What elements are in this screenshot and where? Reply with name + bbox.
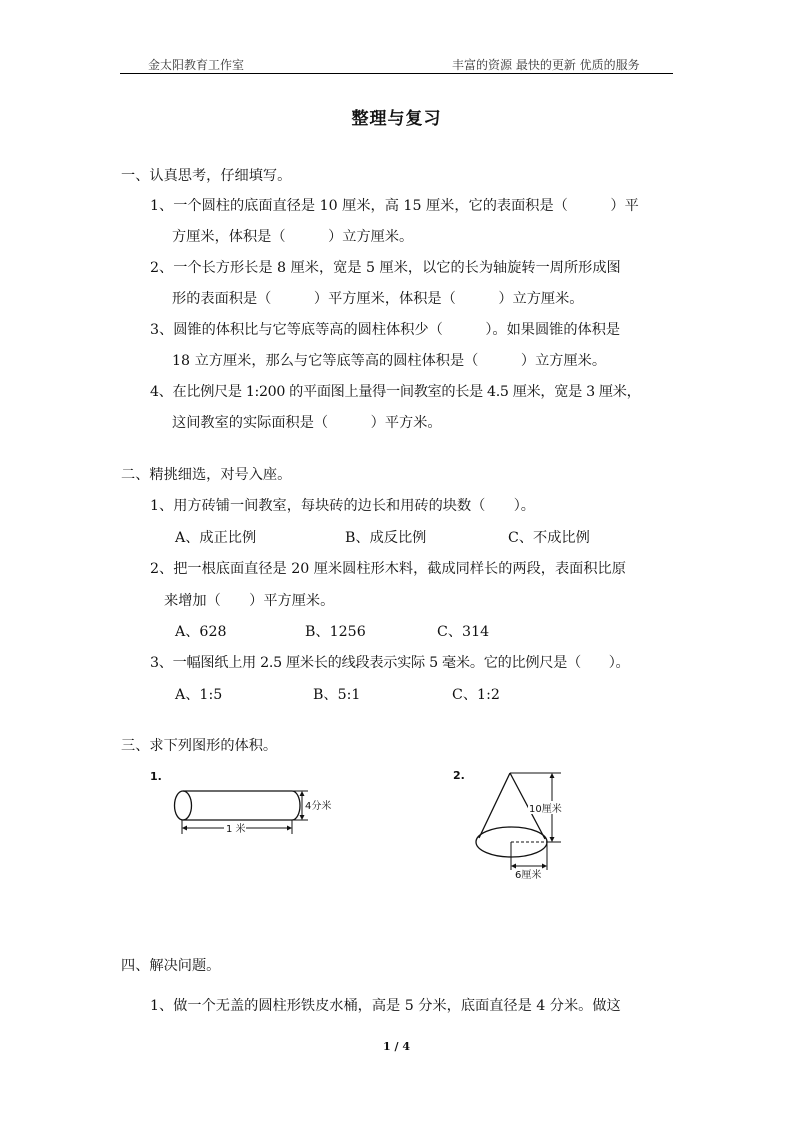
page-number: 1 / 4 [383, 1040, 410, 1053]
cone-height-label: 10厘米 [529, 804, 562, 815]
s2-q2-option-a: A、628 [175, 624, 227, 640]
section-4-heading: 四、解决问题。 [121, 958, 221, 974]
s1-q1-line2: 方厘米，体积是（ ）立方厘米。 [172, 229, 414, 245]
s2-q1-option-b: B、成反比例 [345, 530, 427, 546]
figure-1-number: 1. [150, 770, 162, 783]
s1-q4-line2: 这间教室的实际面积是（ ）平方米。 [172, 415, 442, 431]
s1-q2-line1: 2、一个长方形长是 8 厘米，宽是 5 厘米，以它的长为轴旋转一周所形成图 [150, 260, 621, 276]
s1-q3-line2: 18 立方厘米，那么与它等底等高的圆柱体积是（ ）立方厘米。 [172, 353, 607, 369]
section-2-heading: 二、精挑细选，对号入座。 [121, 467, 292, 483]
cylinder-figure [140, 760, 340, 845]
s1-q2-line2: 形的表面积是（ ）平方厘米，体积是（ ）立方厘米。 [172, 291, 584, 307]
cylinder-height-label: 4分米 [305, 801, 332, 812]
s1-q3-line1: 3、圆锥的体积比与它等底等高的圆柱体积少（ ）。如果圆锥的体积是 [150, 322, 621, 338]
s2-q1-option-c: C、不成比例 [508, 530, 590, 546]
s4-q1-line1: 1、做一个无盖的圆柱形铁皮水桶，高是 5 分米，底面直径是 4 分米。做这 [150, 998, 621, 1014]
s2-q3-option-b: B、5:1 [313, 687, 361, 703]
s2-q2-line1: 2、把一根底面直径是 20 厘米圆柱形木料，截成同样长的两段，表面积比原 [150, 561, 626, 577]
header-rule [120, 73, 673, 74]
s2-q3-option-a: A、1:5 [175, 687, 223, 703]
s2-q2-option-c: C、314 [437, 624, 490, 640]
figure-2-number: 2. [453, 769, 465, 782]
section-3-heading: 三、求下列图形的体积。 [121, 738, 278, 754]
s1-q4-line1: 4、在比例尺是 1:200 的平面图上量得一间教室的长是 4.5 厘米，宽是 3 厘米， [150, 384, 641, 400]
s2-q2-line2: 来增加（ ）平方厘米。 [164, 593, 335, 609]
s2-q1-option-a: A、成正比例 [175, 530, 257, 546]
cone-figure [445, 760, 585, 885]
s2-q3-option-c: C、1:2 [452, 687, 500, 703]
s2-q2-option-b: B、1256 [305, 624, 366, 640]
cylinder-length-label: 1 米 [226, 824, 246, 835]
header-right-text: 丰富的资源 最快的更新 优质的服务 [452, 58, 640, 72]
cone-radius-label: 6厘米 [515, 870, 542, 881]
section-1-heading: 一、认真思考，仔细填写。 [121, 168, 292, 184]
s2-q3-line1: 3、一幅图纸上用 2.5 厘米长的线段表示实际 5 毫米。它的比例尺是（ ）。 [150, 655, 630, 671]
s2-q1-line1: 1、用方砖铺一间教室，每块砖的边长和用砖的块数（ ）。 [150, 498, 535, 514]
page-title: 整理与复习 [351, 109, 442, 129]
s1-q1-line1: 1、一个圆柱的底面直径是 10 厘米，高 15 厘米，它的表面积是（ ）平 [150, 198, 639, 214]
header-left-text: 金太阳教育工作室 [148, 58, 245, 72]
